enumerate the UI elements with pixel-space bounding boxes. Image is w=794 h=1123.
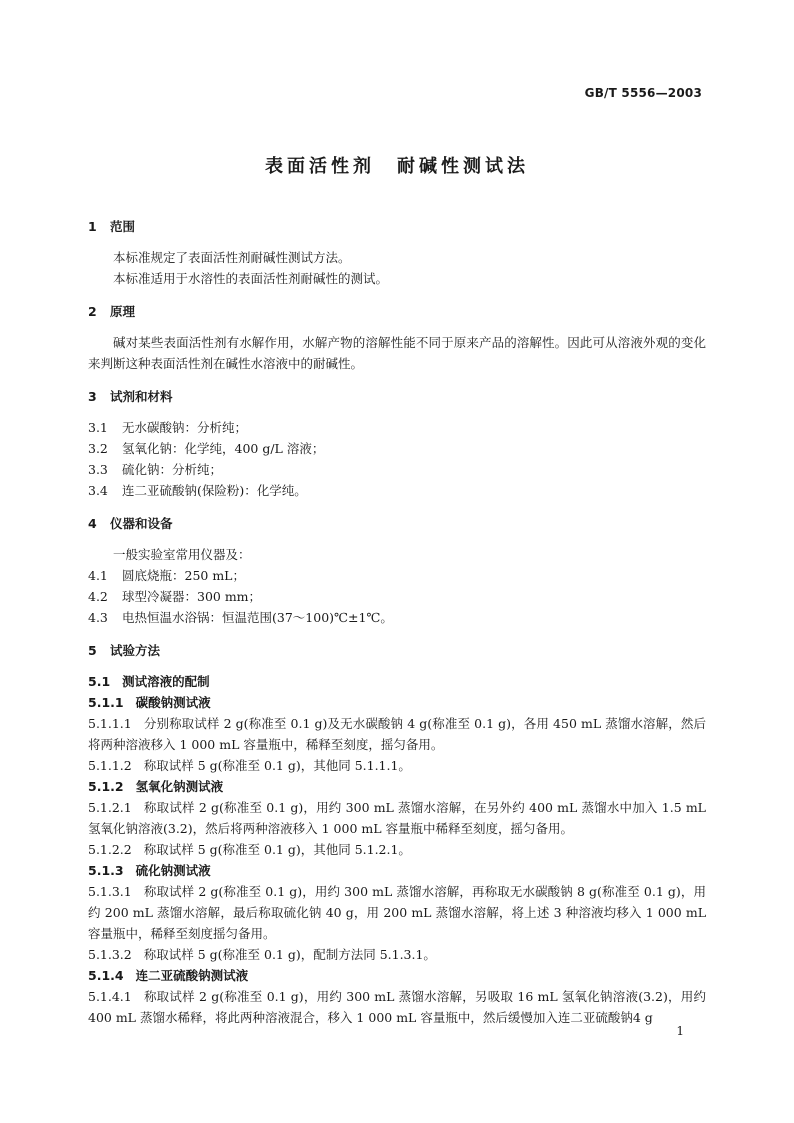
subsection-heading (88, 965, 706, 986)
section-title: 原理 (110, 304, 136, 319)
clause-text: 分别称取试样 2 g(称准至 0.1 g)及无水碳酸钠 4 g(称准至 0.1 g)，各用 450 mL 蒸馏水溶解，然后将两种溶液移入 1 000 mL 容量瓶中，稀释至刻度，摇匀备用。 (88, 716, 706, 752)
subsection-number: 5.1.4 (88, 968, 124, 983)
item-text: 无水碳酸钠：分析纯； (122, 420, 248, 435)
clause-number: 5.1.1.1 (88, 716, 132, 731)
item-number: 4.3 (88, 610, 108, 625)
clause-number: 5.1.2.1 (88, 800, 132, 815)
paragraph: 一般实验室常用仪器及： (113, 547, 251, 562)
item-text: 连二亚硫酸钠(保险粉)：化学纯。 (122, 483, 307, 498)
clause-number: 5.1.1.2 (88, 758, 132, 773)
clause (88, 797, 706, 839)
clause (88, 944, 706, 965)
clause-number: 5.1.4.1 (88, 989, 132, 1004)
item-text: 硫化钠：分析纯； (122, 462, 223, 477)
item-number: 3.1 (88, 420, 108, 435)
item-text: 氢氧化钠：化学纯，400 g/L 溶液； (122, 441, 325, 456)
section-heading-scope (88, 216, 706, 237)
clause (88, 986, 706, 1028)
subsection-title: 碳酸钠测试液 (135, 695, 211, 710)
section-heading-test-method (88, 640, 706, 661)
standard-number: GB/T 5556—2003 (584, 86, 702, 100)
paragraph: 碱对某些表面活性剂有水解作用，水解产物的溶解性能不同于原来产品的溶解性。因此可从溶液外观的变化来判断这种表面活性剂在碱性水溶液中的耐碱性。 (88, 335, 706, 371)
clause-text: 称取试样 5 g(称准至 0.1 g)，其他同 5.1.1.1。 (143, 758, 411, 773)
subsection-heading (88, 692, 706, 713)
section-heading-apparatus (88, 513, 706, 534)
clause-number: 5.1.3.2 (88, 947, 132, 962)
subsection-heading (88, 671, 706, 692)
list-item (88, 565, 706, 586)
page-number: 1 (676, 1024, 684, 1038)
subsection-title: 连二亚硫酸钠测试液 (135, 968, 249, 983)
list-item (88, 459, 706, 480)
list-item (88, 480, 706, 501)
subsection-heading (88, 776, 706, 797)
section-number: 2 (88, 304, 97, 319)
item-number: 4.2 (88, 589, 108, 604)
section-number: 5 (88, 643, 97, 658)
section-title: 试验方法 (110, 643, 161, 658)
document-title: 表面活性剂 耐碱性测试法 (265, 156, 529, 177)
item-number: 3.2 (88, 441, 108, 456)
item-text: 球型冷凝器：300 mm； (122, 589, 262, 604)
section-heading-reagents (88, 386, 706, 407)
clause-text: 称取试样 2 g(称准至 0.1 g)，用约 300 mL 蒸馏水溶解，在另外约 400 mL 蒸馏水中加入 1.5 mL氢氧化钠溶液(3.2)，然后将两种溶液移入 1 000 mL 容量瓶中稀释至刻度，摇匀备用。 (88, 800, 706, 836)
item-number: 3.3 (88, 462, 108, 477)
item-number: 3.4 (88, 483, 108, 498)
section-number: 3 (88, 389, 97, 404)
subsection-number: 5.1.1 (88, 695, 124, 710)
clause-text: 称取试样 2 g(称准至 0.1 g)，用约 300 mL 蒸馏水溶解，另吸取 16 mL 氢氧化钠溶液(3.2)，用约 400 mL 蒸馏水稀释，将此两种溶液混合，移入 1 000 mL 容量瓶中，然后缓慢加入连二亚硫酸钠4 g (88, 989, 706, 1025)
subsection-title: 测试溶液的配制 (122, 674, 210, 689)
clause (88, 713, 706, 755)
document-body (88, 216, 706, 1028)
clause (88, 881, 706, 944)
item-number: 4.1 (88, 568, 108, 583)
list-item (88, 607, 706, 628)
paragraph: 本标准适用于水溶性的表面活性剂耐碱性的测试。 (113, 271, 389, 286)
section-heading-principle (88, 301, 706, 322)
clause-text: 称取试样 5 g(称准至 0.1 g)，其他同 5.1.2.1。 (143, 842, 411, 857)
clause-number: 5.1.2.2 (88, 842, 132, 857)
section-number: 4 (88, 516, 97, 531)
subsection-number: 5.1 (88, 674, 111, 689)
clause-number: 5.1.3.1 (88, 884, 132, 899)
subsection-number: 5.1.3 (88, 863, 124, 878)
paragraph: 本标准规定了表面活性剂耐碱性测试方法。 (113, 250, 351, 265)
section-number: 1 (88, 219, 97, 234)
subsection-title: 氢氧化钠测试液 (135, 779, 224, 794)
clause (88, 755, 706, 776)
clause (88, 839, 706, 860)
item-text: 电热恒温水浴锅：恒温范围(37～100)℃±1℃。 (122, 610, 393, 625)
section-title: 仪器和设备 (110, 516, 173, 531)
subsection-heading (88, 860, 706, 881)
item-text: 圆底烧瓶：250 mL； (122, 568, 245, 583)
list-item (88, 438, 706, 459)
section-title: 范围 (110, 219, 136, 234)
section-title: 试剂和材料 (110, 389, 173, 404)
list-item (88, 586, 706, 607)
clause-text: 称取试样 5 g(称准至 0.1 g)，配制方法同 5.1.3.1。 (143, 947, 436, 962)
subsection-title: 硫化钠测试液 (135, 863, 211, 878)
list-item (88, 417, 706, 438)
subsection-number: 5.1.2 (88, 779, 124, 794)
clause-text: 称取试样 2 g(称准至 0.1 g)，用约 300 mL 蒸馏水溶解，再称取无水碳酸钠 8 g(称准至 0.1 g)，用约 200 mL 蒸馏水溶解，最后称取硫化钠 40 g，用 200 mL 蒸馏水溶解，将上述 3 种溶液均移入 1 000 mL 容量瓶中，稀释至刻度摇匀备用。 (88, 884, 706, 941)
